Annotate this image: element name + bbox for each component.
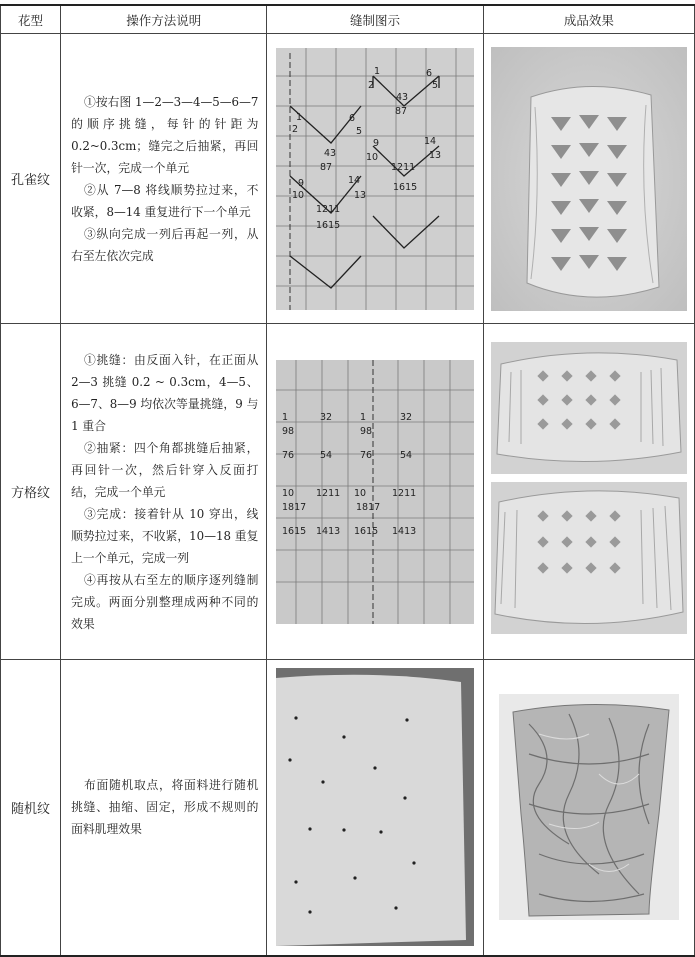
svg-text:1413: 1413 [316,525,341,537]
svg-text:1615: 1615 [282,525,307,537]
svg-text:1615: 1615 [316,219,341,231]
header-method: 操作方法说明 [61,5,267,34]
svg-text:10: 10 [354,487,367,499]
method-text [61,660,267,956]
method-step: ③纵向完成一列后再起一列，从右至左依次完成 [71,226,259,263]
method-step: ①按右图 1—2—3—4—5—6—7的顺序挑缝，每针的针距为0.2~0.3cm；缝完之后抽紧，再回针一次，完成一个单元 [71,94,259,175]
header-type: 花型 [1,5,61,34]
svg-text:2: 2 [368,79,375,91]
method-text [61,324,267,660]
pattern-name: 方格纹 [1,324,61,660]
svg-text:76: 76 [360,449,373,461]
svg-text:1817: 1817 [282,501,307,513]
result-image-cell [483,324,694,660]
svg-text:1: 1 [296,111,303,123]
method-step: ①挑缝：由反面入针，在正面从 2—3 挑缝 0.2 ~ 0.3cm，4—5、6—7、8—9 均依次等量挑缝，9 与 1 重合 [71,352,259,433]
svg-text:9: 9 [298,177,305,189]
svg-text:76: 76 [282,449,295,461]
svg-text:1615: 1615 [393,181,418,193]
method-step: ②抽紧：四个角都挑缝后抽紧，再回针一次，然后针穿入反面打结，完成一个单元 [71,440,259,499]
svg-text:13: 13 [354,189,367,201]
smocking-table [0,4,695,957]
square-grid-diagram [276,360,474,624]
header-diagram: 缝制图示 [267,5,483,34]
svg-text:13: 13 [429,149,442,161]
svg-text:32: 32 [400,411,413,423]
header-result: 成品效果 [483,5,694,34]
svg-text:1211: 1211 [391,161,416,173]
random-points-fabric [276,668,474,946]
svg-text:5: 5 [432,79,439,91]
svg-text:87: 87 [395,105,408,117]
svg-text:14: 14 [348,174,361,186]
table-row-square [1,324,695,660]
svg-text:54: 54 [320,449,333,461]
peacock-fabric-photo [491,47,687,311]
sewing-diagram-cell [267,660,483,956]
pattern-name: 孔雀纹 [1,34,61,324]
table-row-peacock [1,34,695,324]
svg-text:1615: 1615 [354,525,379,537]
method-step: 布面随机取点，将面料进行随机挑缝、抽缩、固定，形成不规则的面料肌理效果 [71,778,259,837]
method-text [61,34,267,324]
svg-text:1413: 1413 [392,525,417,537]
svg-text:10: 10 [366,151,379,163]
svg-text:1: 1 [360,411,367,423]
svg-text:1817: 1817 [356,501,381,513]
svg-text:43: 43 [396,91,409,103]
header-row [1,5,695,34]
svg-text:98: 98 [360,425,373,437]
square-fabric-photos [491,342,687,642]
result-image-cell [483,34,694,324]
svg-text:5: 5 [356,125,363,137]
method-step: ④再按从右至左的顺序逐列缝制完成。两面分别整理成两种不同的效果 [71,572,259,631]
svg-text:6: 6 [349,112,356,124]
svg-text:1: 1 [374,65,381,77]
table-row-random [1,660,695,956]
svg-text:32: 32 [320,411,333,423]
svg-text:10: 10 [292,189,305,201]
svg-text:10: 10 [282,487,295,499]
svg-text:9: 9 [373,137,380,149]
svg-text:1211: 1211 [316,203,341,215]
svg-text:98: 98 [282,425,295,437]
svg-text:14: 14 [424,135,437,147]
svg-text:1: 1 [282,411,289,423]
pattern-name: 随机纹 [1,660,61,956]
method-step: ③完成：接着针从 10 穿出，线顺势拉过来，不收紧，10—18 重复上一个单元，完成一列 [71,506,259,565]
peacock-grid-diagram [276,48,474,310]
sewing-diagram-cell [267,34,483,324]
svg-text:54: 54 [400,449,413,461]
svg-text:43: 43 [324,147,337,159]
svg-text:2: 2 [292,123,299,135]
svg-text:6: 6 [426,67,433,79]
result-image-cell [483,660,694,956]
svg-text:1211: 1211 [392,487,417,499]
svg-text:87: 87 [320,161,333,173]
sewing-diagram-cell [267,324,483,660]
method-step: ②从 7—8 将线顺势拉过来，不收紧，8—14 重复进行下一个单元 [71,182,259,219]
random-fabric-photo [499,694,679,920]
svg-text:1211: 1211 [316,487,341,499]
